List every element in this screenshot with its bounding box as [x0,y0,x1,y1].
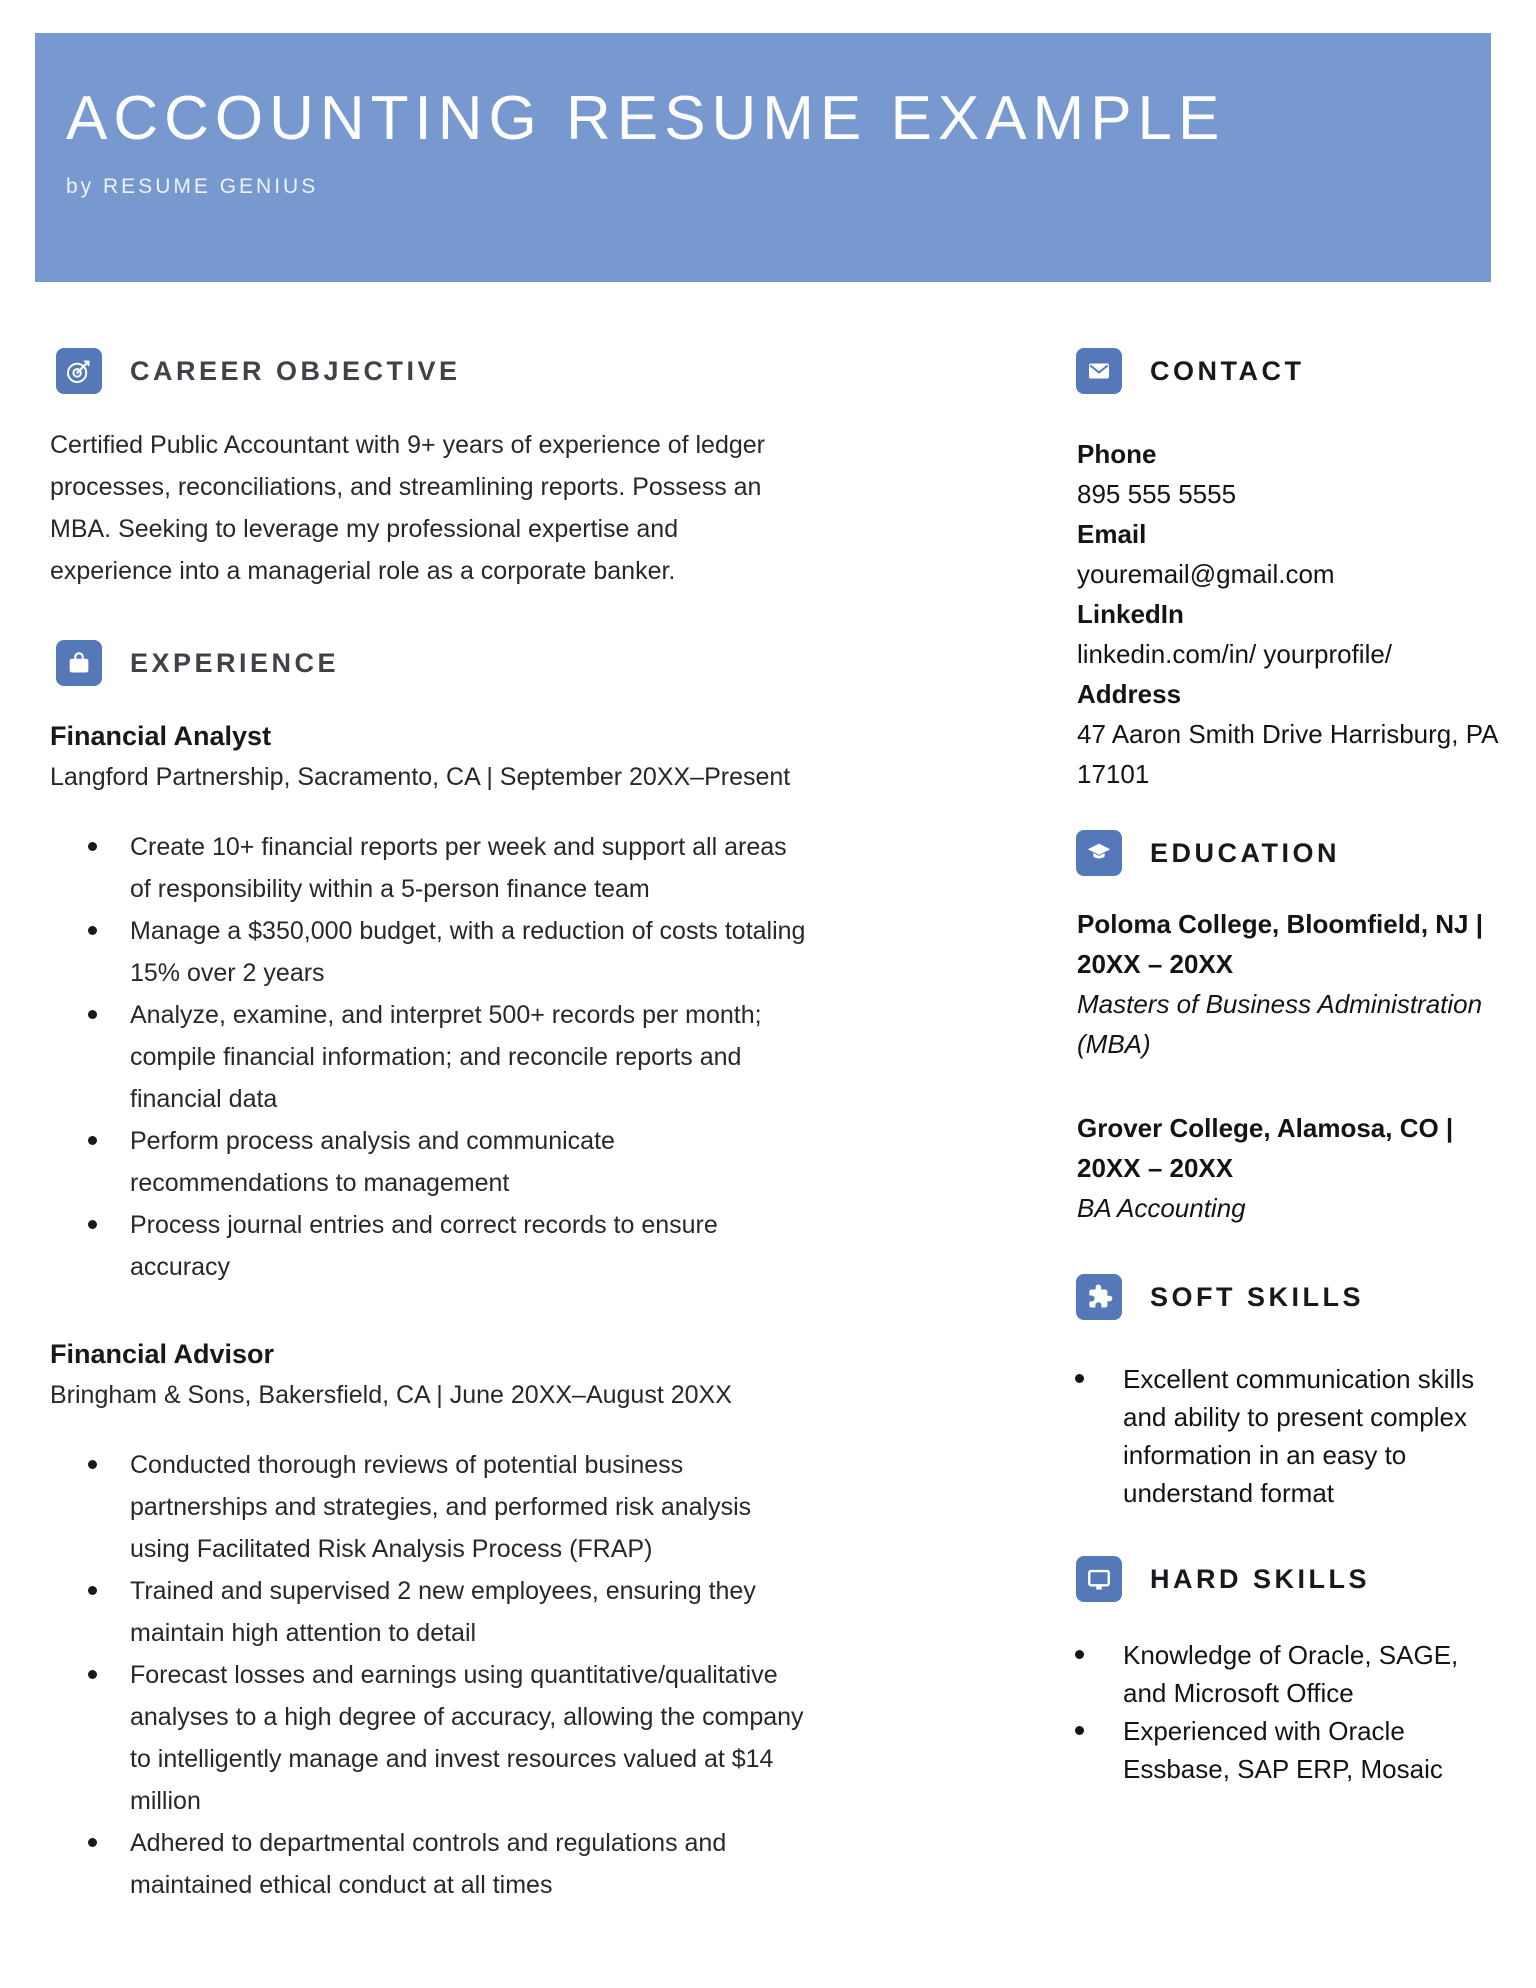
section-career-objective [50,348,806,592]
section-title: CAREER OBJECTIVE [130,355,461,386]
school-entry [1077,1108,1503,1228]
bullet-item: Analyze, examine, and interpret 500+ records per month; compile financial information; and reconcile reports and financial data [50,994,806,1120]
section-experience [50,640,806,1906]
contact-label: Phone [1077,439,1157,469]
contact-value-linkedin: linkedin.com/in/ yourprofile/ [1077,639,1393,669]
contact-label: LinkedIn [1077,599,1184,629]
contact-list [1077,434,1503,794]
bullet-item: Conducted thorough reviews of potential business partnerships and strategies, and performed risk analysis using Facilitated Risk Analysis Process (FRAP) [50,1444,806,1570]
job-entry [50,1334,806,1906]
bullet-item: Forecast losses and earnings using quantitative/qualitative analyses to a high degree of accuracy, allowing the company to intelligently manage and invest resources valued at $14 million [50,1654,806,1822]
monitor-icon [1076,1556,1122,1602]
main-column [50,348,806,1906]
school-entry [1077,904,1503,1064]
byline: by RESUME GENIUS [66,175,319,199]
school-name: Grover College, Alamosa, CO | 20XX – 20XX [1077,1113,1454,1183]
envelope-icon [1076,348,1122,394]
bullet-item: Process journal entries and correct records to ensure accuracy [50,1204,806,1288]
school-degree: Masters of Business Administration (MBA) [1077,989,1483,1059]
soft-skills-list [1063,1360,1503,1512]
bullet-item: Manage a $350,000 budget, with a reduction of costs totaling 15% over 2 years [50,910,806,994]
bullet-item: Perform process analysis and communicate recommendations to management [50,1120,806,1204]
bullet-item: Excellent communication skills and ability to present complex information in an easy to understand format [1063,1360,1503,1512]
section-title: SOFT SKILLS [1150,1281,1364,1312]
section-soft-skills [1063,1274,1503,1512]
job-bullet-list [50,826,806,1288]
experience-header [50,640,806,686]
briefcase-icon [56,640,102,686]
contact-label: Email [1077,519,1147,549]
contact-value-address: 47 Aaron Smith Drive Harrisburg, PA 17101 [1077,719,1498,789]
hard-skills-header [1063,1556,1503,1602]
section-title: CONTACT [1150,355,1305,386]
bullet-item: Create 10+ financial reports per week and support all areas of responsibility within a 5-person finance team [50,826,806,910]
job-title: Financial Analyst [50,721,272,751]
section-hard-skills [1063,1556,1503,1788]
sidebar-column [1063,348,1503,1788]
section-contact [1063,348,1503,794]
job-meta: Langford Partnership, Sacramento, CA | September 20XX–Present [50,763,791,791]
target-icon [56,348,102,394]
education-header [1063,830,1503,876]
bullet-item: Knowledge of Oracle, SAGE, and Microsoft Office [1063,1636,1503,1712]
hard-skills-list [1063,1636,1503,1788]
contact-label: Address [1077,679,1182,709]
bullet-item: Experienced with Oracle Essbase, SAP ERP, Mosaic [1063,1712,1503,1788]
banner [35,33,1491,282]
job-title: Financial Advisor [50,1339,275,1369]
soft-skills-header [1063,1274,1503,1320]
bullet-item: Trained and supervised 2 new employees, ensuring they maintain high attention to detail [50,1570,806,1654]
career-objective-header [50,348,806,394]
bullet-item: Adhered to departmental controls and regulations and maintained ethical conduct at all times [50,1822,806,1906]
job-entry [50,716,806,1288]
page-title: ACCOUNTING RESUME EXAMPLE [66,84,1226,153]
school-degree: BA Accounting [1077,1193,1246,1223]
job-meta: Bringham & Sons, Bakersfield, CA | June 20XX–August 20XX [50,1381,732,1409]
school-name: Poloma College, Bloomfield, NJ | 20XX – 20XX [1077,909,1483,979]
section-education [1063,830,1503,1228]
career-objective-text: Certified Public Accountant with 9+ years of experience of ledger processes, reconciliations, and streamlining reports. Possess an MBA. Seeking to leverage my professional expertise and experience into a managerial role as a corporate banker. [50,431,765,585]
puzzle-icon [1076,1274,1122,1320]
contact-value-email: youremail@gmail.com [1077,559,1335,589]
section-title: EXPERIENCE [130,647,340,678]
contact-value-phone: 895 555 5555 [1077,479,1237,509]
graduation-cap-icon [1076,830,1122,876]
section-title: EDUCATION [1150,837,1340,868]
section-title: HARD SKILLS [1150,1563,1370,1594]
contact-header [1063,348,1503,394]
job-bullet-list [50,1444,806,1906]
